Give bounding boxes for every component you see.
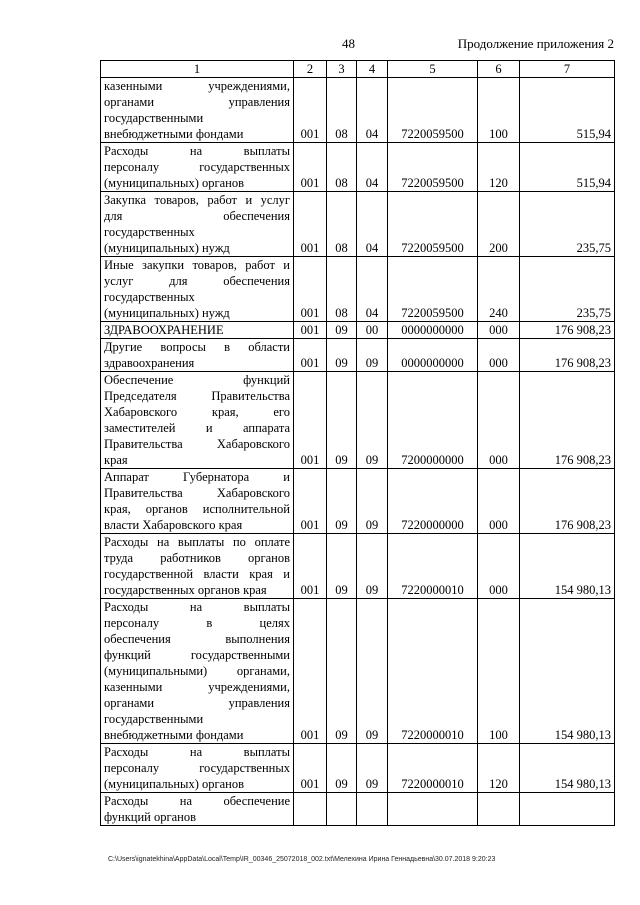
- row-name-line: заместителей и аппарата: [104, 421, 290, 435]
- table-row: [101, 257, 615, 322]
- table-row: [101, 143, 615, 192]
- table-header-row: [101, 61, 615, 78]
- row-cell-c7: [520, 793, 615, 826]
- table-row: [101, 322, 615, 339]
- row-cell-c6: 000: [478, 339, 520, 372]
- row-cell-c2: 001: [294, 339, 327, 372]
- row-name-line: внебюджетными фондами: [104, 127, 244, 141]
- row-cell-c3: 08: [327, 143, 357, 192]
- row-cell-c4: 04: [357, 78, 388, 143]
- row-cell-c6: 240: [478, 257, 520, 322]
- row-name-line: (муниципальных) органов: [104, 176, 245, 190]
- row-cell-c5: 7220000010: [388, 534, 478, 599]
- row-name-line: Закупка товаров, работ и услуг: [104, 193, 290, 207]
- row-cell-c5: 7200000000: [388, 372, 478, 469]
- row-cell-c3: 09: [327, 744, 357, 793]
- row-name-line: Председателя Правительства: [104, 389, 290, 403]
- row-cell-c5: 0000000000: [388, 322, 478, 339]
- row-cell-c7: 154 980,13: [520, 744, 615, 793]
- column-header: 1: [101, 61, 294, 78]
- row-name-cell: [101, 599, 294, 744]
- row-cell-c3: 08: [327, 257, 357, 322]
- row-name-line: казенными учреждениями,: [104, 79, 290, 93]
- row-name-line: казенными учреждениями,: [104, 680, 290, 694]
- row-cell-c7: 176 908,23: [520, 469, 615, 534]
- row-name-line: Правительства Хабаровского: [104, 437, 290, 451]
- row-name-line: (муниципальных) органов: [104, 777, 245, 791]
- row-cell-c7: 176 908,23: [520, 339, 615, 372]
- row-name-cell: [101, 192, 294, 257]
- row-cell-c7: 176 908,23: [520, 372, 615, 469]
- row-name-line: государственных: [104, 290, 195, 304]
- table-row: [101, 339, 615, 372]
- row-cell-c6: 000: [478, 372, 520, 469]
- row-cell-c6: 000: [478, 534, 520, 599]
- row-cell-c5: [388, 793, 478, 826]
- row-name-line: Расходы на обеспечение: [104, 794, 290, 808]
- row-name-line: Расходы на выплаты по оплате: [104, 535, 290, 549]
- row-name-cell: [101, 469, 294, 534]
- row-name-line: ЗДРАВООХРАНЕНИЕ: [104, 323, 224, 337]
- row-cell-c6: 000: [478, 469, 520, 534]
- row-cell-c4: 04: [357, 143, 388, 192]
- row-cell-c6: 000: [478, 322, 520, 339]
- row-name-line: края: [104, 453, 128, 467]
- row-cell-c6: [478, 793, 520, 826]
- row-cell-c7: 154 980,13: [520, 599, 615, 744]
- row-cell-c3: 08: [327, 192, 357, 257]
- row-cell-c3: 09: [327, 339, 357, 372]
- table-row: [101, 599, 615, 744]
- column-header: 2: [294, 61, 327, 78]
- row-cell-c4: [357, 793, 388, 826]
- row-cell-c2: 001: [294, 322, 327, 339]
- row-name-line: труда работников органов: [104, 551, 290, 565]
- row-cell-c7: 515,94: [520, 78, 615, 143]
- row-cell-c2: [294, 793, 327, 826]
- row-name-line: Аппарат Губернатора и: [104, 470, 290, 484]
- column-header: 6: [478, 61, 520, 78]
- row-cell-c6: 120: [478, 744, 520, 793]
- row-cell-c4: 09: [357, 534, 388, 599]
- row-cell-c3: 09: [327, 599, 357, 744]
- row-name-line: органами управления: [104, 95, 290, 109]
- row-name-line: внебюджетными фондами: [104, 728, 244, 742]
- row-cell-c5: 7220059500: [388, 143, 478, 192]
- row-name-cell: [101, 339, 294, 372]
- row-name-line: Иные закупки товаров, работ и: [104, 258, 290, 272]
- row-name-cell: [101, 78, 294, 143]
- table-row: [101, 372, 615, 469]
- row-cell-c7: 176 908,23: [520, 322, 615, 339]
- row-name-line: здравоохранения: [104, 356, 195, 370]
- row-cell-c5: 7220000000: [388, 469, 478, 534]
- table-row: [101, 469, 615, 534]
- row-cell-c4: 09: [357, 744, 388, 793]
- row-name-line: услуг для обеспечения: [104, 274, 290, 288]
- row-name-line: обеспечения выполнения: [104, 632, 290, 646]
- column-header: 3: [327, 61, 357, 78]
- row-name-line: (муниципальных) нужд: [104, 306, 230, 320]
- row-name-cell: [101, 322, 294, 339]
- row-cell-c3: 08: [327, 78, 357, 143]
- row-cell-c5: 7220059500: [388, 192, 478, 257]
- row-cell-c7: 515,94: [520, 143, 615, 192]
- row-name-line: персоналу государственных: [104, 761, 290, 775]
- row-cell-c4: 09: [357, 339, 388, 372]
- row-cell-c4: 04: [357, 257, 388, 322]
- row-name-cell: [101, 372, 294, 469]
- row-name-line: функций органов: [104, 810, 197, 824]
- row-name-line: органами управления: [104, 696, 290, 710]
- row-cell-c6: 120: [478, 143, 520, 192]
- table-row: [101, 793, 615, 826]
- table-row: [101, 744, 615, 793]
- column-header: 5: [388, 61, 478, 78]
- row-name-line: края, органов исполнительной: [104, 502, 290, 516]
- footer-file-path: C:\Users\ignatekhina\AppData\Local\Temp\IR_00346_25072018_002.txt\Мелехина Ирина Геннадьевна\30.07.2018 9:20:23: [108, 856, 496, 863]
- row-cell-c2: 001: [294, 534, 327, 599]
- row-cell-c3: 09: [327, 322, 357, 339]
- row-cell-c4: 09: [357, 599, 388, 744]
- row-cell-c4: 09: [357, 372, 388, 469]
- row-cell-c2: 001: [294, 469, 327, 534]
- row-cell-c2: 001: [294, 599, 327, 744]
- row-name-line: государственных: [104, 225, 195, 239]
- row-name-line: персоналу в целях: [104, 616, 290, 630]
- row-name-line: функций государственными: [104, 648, 290, 662]
- row-name-line: государственной власти края и: [104, 567, 290, 581]
- row-cell-c5: 7220059500: [388, 78, 478, 143]
- table-row: [101, 192, 615, 257]
- row-cell-c7: 154 980,13: [520, 534, 615, 599]
- row-name-line: Правительства Хабаровского: [104, 486, 290, 500]
- row-cell-c4: 00: [357, 322, 388, 339]
- row-cell-c2: 001: [294, 257, 327, 322]
- page-number: 48: [342, 36, 355, 51]
- row-name-line: (муниципальными) органами,: [104, 664, 290, 678]
- row-name-line: Расходы на выплаты: [104, 600, 290, 614]
- row-name-line: персоналу государственных: [104, 160, 290, 174]
- continuation-label: Продолжение приложения 2: [457, 36, 614, 51]
- row-cell-c5: 7220059500: [388, 257, 478, 322]
- budget-table: [100, 60, 615, 826]
- row-cell-c3: 09: [327, 372, 357, 469]
- row-name-line: Другие вопросы в области: [104, 340, 290, 354]
- row-cell-c6: 100: [478, 599, 520, 744]
- row-name-line: власти Хабаровского края: [104, 518, 243, 532]
- row-cell-c6: 100: [478, 78, 520, 143]
- row-cell-c7: 235,75: [520, 257, 615, 322]
- row-name-cell: [101, 534, 294, 599]
- row-name-line: Расходы на выплаты: [104, 144, 290, 158]
- row-cell-c2: 001: [294, 192, 327, 257]
- column-header: 7: [520, 61, 615, 78]
- table-row: [101, 78, 615, 143]
- row-name-cell: [101, 744, 294, 793]
- row-cell-c4: 09: [357, 469, 388, 534]
- row-name-line: Обеспечение функций: [104, 373, 290, 387]
- row-name-line: для обеспечения: [104, 209, 290, 223]
- row-cell-c3: [327, 793, 357, 826]
- row-cell-c2: 001: [294, 372, 327, 469]
- row-name-cell: [101, 257, 294, 322]
- row-name-cell: [101, 143, 294, 192]
- row-cell-c5: 7220000010: [388, 744, 478, 793]
- column-header: 4: [357, 61, 388, 78]
- row-name-line: (муниципальных) нужд: [104, 241, 230, 255]
- row-cell-c2: 001: [294, 143, 327, 192]
- row-cell-c5: 7220000010: [388, 599, 478, 744]
- row-cell-c4: 04: [357, 192, 388, 257]
- row-name-line: Расходы на выплаты: [104, 745, 290, 759]
- row-cell-c7: 235,75: [520, 192, 615, 257]
- row-cell-c2: 001: [294, 78, 327, 143]
- row-cell-c3: 09: [327, 469, 357, 534]
- row-name-line: государственными: [104, 111, 204, 125]
- row-name-line: государственных органов края: [104, 583, 267, 597]
- row-name-cell: [101, 793, 294, 826]
- row-cell-c5: 0000000000: [388, 339, 478, 372]
- row-name-line: Хабаровского края, его: [104, 405, 290, 419]
- row-cell-c6: 200: [478, 192, 520, 257]
- row-name-line: государственными: [104, 712, 204, 726]
- table-row: [101, 534, 615, 599]
- row-cell-c3: 09: [327, 534, 357, 599]
- row-cell-c2: 001: [294, 744, 327, 793]
